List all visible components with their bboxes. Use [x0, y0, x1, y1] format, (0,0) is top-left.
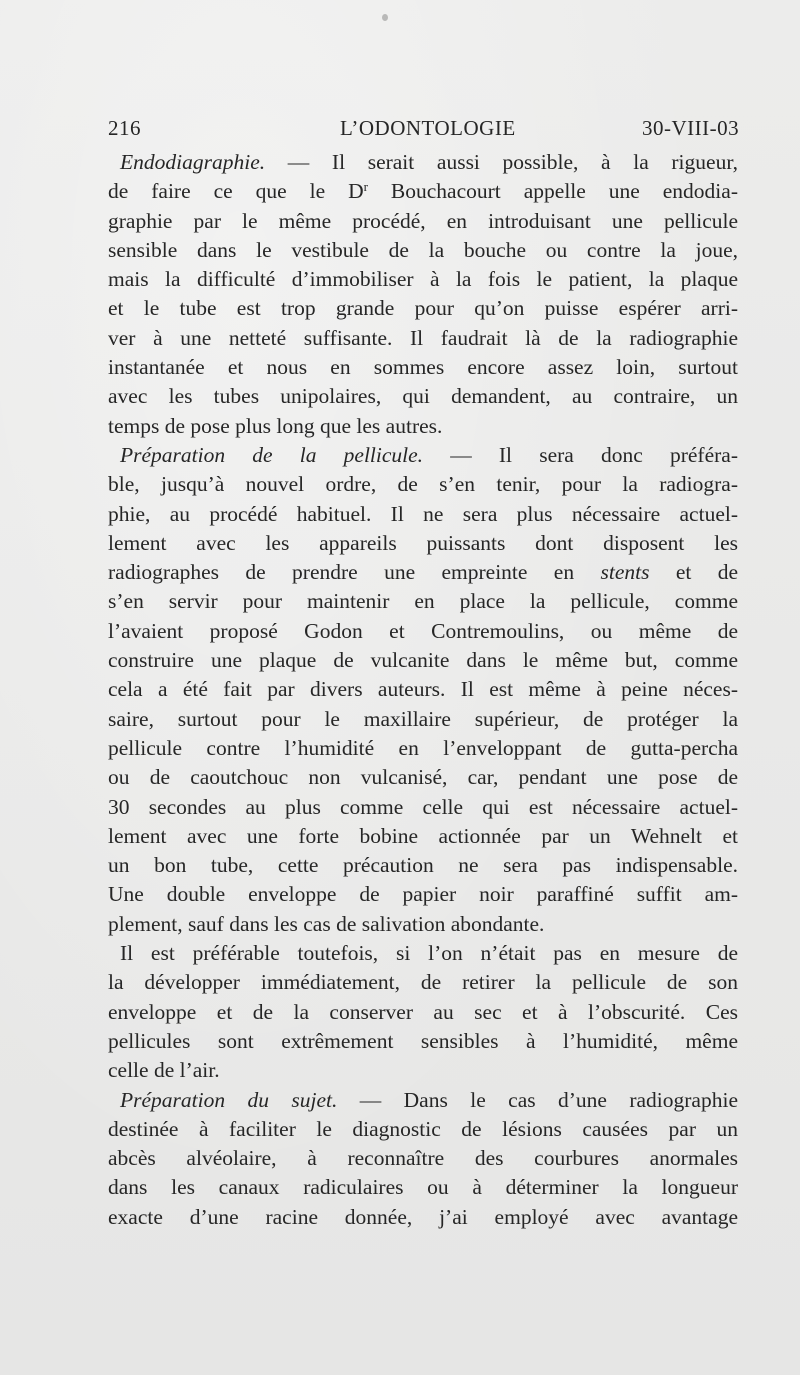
text-line — [108, 705, 738, 734]
text-line — [108, 939, 738, 968]
text-line — [108, 324, 738, 353]
text-run: et le tube est trop grande pour qu’on puisse espérer arri- — [108, 296, 738, 321]
text-run: radiographes de prendre une empreinte en — [108, 560, 601, 585]
text-run: avec les tubes unipolaires, qui demandent, au contraire, un — [108, 384, 738, 409]
text-line — [108, 529, 738, 558]
text-line — [108, 1027, 738, 1056]
superscript-text: r — [363, 179, 368, 195]
text-run: destinée à faciliter le diagnostic de lésions causées par un — [108, 1116, 738, 1141]
page-number: 216 — [108, 116, 141, 140]
text-run: dans les canaux radiculaires ou à déterminer la longueur — [108, 1175, 738, 1200]
text-line — [108, 998, 738, 1027]
text-line — [108, 500, 738, 529]
text-run: instantanée et nous en sommes encore assez loin, surtout — [108, 355, 738, 380]
text-run: et de — [649, 560, 739, 585]
text-run: celle de l’air. — [108, 1058, 220, 1083]
text-run: l’avaient proposé Godon et Contremoulins, ou même de — [108, 618, 738, 643]
text-line — [108, 294, 738, 323]
text-line — [108, 236, 738, 265]
italic-text: stents — [600, 560, 650, 585]
text-line — [108, 1173, 738, 1202]
text-run: phie, au procédé habituel. Il ne sera plus nécessaire actuel- — [108, 501, 738, 526]
text-run: temps de pose plus long que les autres. — [108, 413, 443, 438]
text-run: exacte d’une racine donnée, j’ai employé avec avantage — [108, 1204, 738, 1229]
italic-text: Préparation de la pellicule. — [120, 442, 424, 467]
text-run: sensible dans le vestibule de la bouche ou contre la joue, — [108, 237, 738, 262]
text-run: Bouchacourt appelle une endodia- — [367, 179, 738, 204]
text-line — [108, 207, 738, 236]
running-header — [0, 116, 800, 148]
text-run: pellicule contre l’humidité en l’enveloppant de gutta-percha — [108, 735, 738, 760]
text-line — [108, 675, 738, 704]
body-text — [108, 148, 738, 1232]
text-line — [108, 382, 738, 411]
text-run: mais la difficulté d’immobiliser à la fois le patient, la plaque — [108, 267, 738, 292]
text-run: ver à une netteté suffisante. Il faudrait là de la radiographie — [108, 325, 738, 350]
text-run: saire, surtout pour le maxillaire supérieur, de protéger la — [108, 706, 738, 731]
text-run: s’en servir pour maintenir en place la pellicule, comme — [108, 589, 738, 614]
text-line — [108, 822, 738, 851]
italic-text: Préparation du sujet. — [120, 1087, 338, 1112]
text-run: la développer immédiatement, de retirer la pellicule de son — [108, 970, 738, 995]
text-line — [108, 910, 738, 939]
text-run: cela a été fait par divers auteurs. Il est même à peine néces- — [108, 677, 738, 702]
text-run: construire une plaque de vulcanite dans le même but, comme — [108, 648, 738, 673]
text-line — [108, 880, 738, 909]
text-run: lement avec les appareils puissants dont disposent les — [108, 530, 738, 555]
text-line — [108, 968, 738, 997]
text-line — [108, 1115, 738, 1144]
italic-text: Endodiagraphie. — [120, 150, 266, 174]
journal-title: L’ODONTOLOGIE — [340, 116, 516, 140]
text-line — [108, 1056, 738, 1085]
issue-date: 30-VIII-03 — [642, 116, 740, 140]
text-run: — Il sera donc préféra- — [423, 442, 738, 467]
text-run: un bon tube, cette précaution ne sera pas indispensable. — [108, 853, 738, 878]
text-run: ou de caoutchouc non vulcanisé, car, pendant une pose de — [108, 765, 738, 790]
text-line — [108, 148, 738, 177]
text-run: ble, jusqu’à nouvel ordre, de s’en tenir, pour la radiogra- — [108, 472, 738, 497]
text-run: Une double enveloppe de papier noir paraffiné suffit am- — [108, 882, 738, 907]
text-run: graphie par le même procédé, en introduisant une pellicule — [108, 208, 738, 233]
text-line — [108, 441, 738, 470]
text-line — [108, 646, 738, 675]
text-run: — Dans le cas d’une radiographie — [337, 1087, 738, 1112]
text-line — [108, 558, 738, 587]
text-line — [108, 1203, 738, 1232]
text-run: 30 secondes au plus comme celle qui est nécessaire actuel- — [108, 794, 738, 819]
text-line — [108, 1086, 738, 1115]
text-line — [108, 353, 738, 382]
text-run: — Il serait aussi possible, à la rigueur, — [265, 150, 738, 174]
text-line — [108, 851, 738, 880]
text-run: abcès alvéolaire, à reconnaître des courbures anormales — [108, 1146, 738, 1171]
text-line — [108, 587, 738, 616]
text-run: pellicules sont extrêmement sensibles à l’humidité, même — [108, 1028, 738, 1053]
text-line — [108, 177, 738, 206]
text-run: enveloppe et de la conserver au sec et à l’obscurité. Ces — [108, 999, 738, 1024]
text-line — [108, 793, 738, 822]
text-line — [108, 1144, 738, 1173]
text-run: de faire ce que le D — [108, 179, 364, 204]
text-run: plement, sauf dans les cas de salivation abondante. — [108, 911, 545, 936]
text-line — [108, 763, 738, 792]
text-line — [108, 265, 738, 294]
paper-speck — [382, 14, 388, 21]
text-line — [108, 412, 738, 441]
text-line — [108, 617, 738, 646]
text-run: Il est préférable toutefois, si l’on n’était pas en mesure de — [120, 941, 738, 966]
text-line — [108, 470, 738, 499]
text-run: lement avec une forte bobine actionnée par un Wehnelt et — [108, 823, 738, 848]
text-line — [108, 734, 738, 763]
